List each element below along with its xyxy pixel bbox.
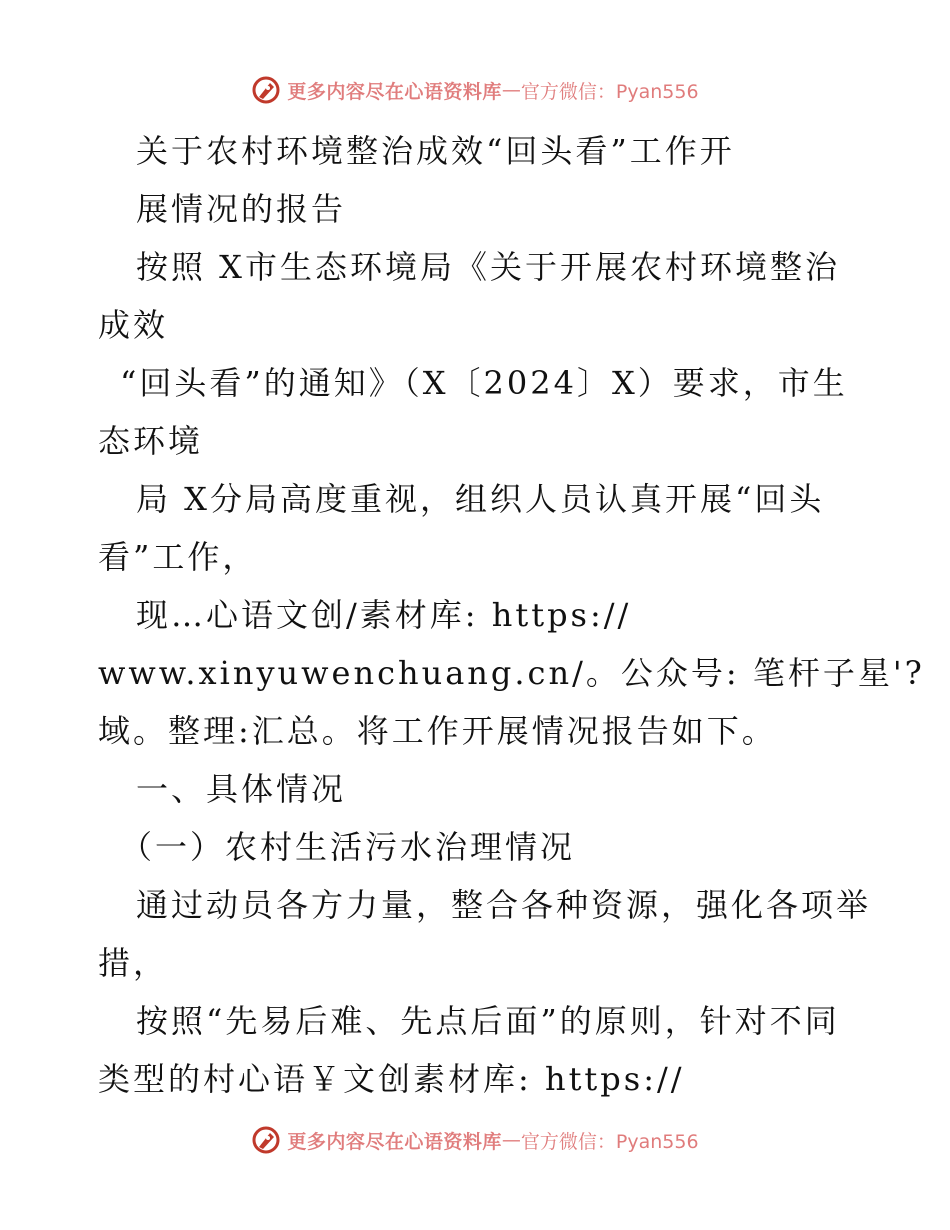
footer-banner bbox=[0, 1120, 950, 1160]
paragraph-line: 按照 X市生态环境局《关于开展农村环境整治 bbox=[136, 248, 840, 286]
banner-dash: — bbox=[501, 1129, 521, 1151]
banner-dash: — bbox=[501, 79, 521, 101]
header-banner bbox=[0, 70, 950, 110]
paragraph-line: “回头看”的通知》（X〔2024〕X）要求，市生 bbox=[120, 364, 848, 402]
paragraph-line: 按照“先易后难、先点后面”的原则，针对不同 bbox=[136, 1002, 840, 1040]
paragraph-line: 域。整理:汇总。将工作开展情况报告如下。 bbox=[98, 712, 777, 750]
paragraph-line: www.xinyuwenchuang.cn/。公众号: 笔杆子星'? bbox=[98, 654, 925, 692]
paragraph-line: 通过动员各方力量，整合各种资源，强化各项举 bbox=[136, 886, 872, 924]
paragraph-line: 局 X分局高度重视，组织人员认真开展“回头 bbox=[136, 480, 825, 518]
doc-title-line-2: 展情况的报告 bbox=[136, 190, 347, 228]
doc-title-line-1: 关于农村环境整治成效“回头看”工作开 bbox=[136, 132, 735, 170]
pen-nib-logo-icon bbox=[251, 1125, 281, 1155]
paragraph-line: 措， bbox=[98, 944, 169, 982]
document-body bbox=[98, 122, 925, 1108]
pen-nib-logo-icon bbox=[251, 75, 281, 105]
banner-title: 更多内容尽在心语资料库 bbox=[287, 80, 502, 103]
banner-contact: 官方微信：Pyan556 bbox=[520, 1130, 699, 1153]
paragraph-line: 类型的村心语￥文创素材库: https:// bbox=[98, 1060, 685, 1098]
banner-title: 更多内容尽在心语资料库 bbox=[287, 1130, 502, 1153]
subsection-heading: （一）农村生活污水治理情况 bbox=[120, 828, 576, 866]
paragraph-line: 现…心语文创/素材库: https:// bbox=[136, 596, 632, 634]
paragraph-line: 看”工作， bbox=[98, 538, 258, 576]
paragraph-line: 态环境 bbox=[98, 422, 204, 460]
paragraph-line: 成效 bbox=[98, 306, 169, 344]
banner-contact: 官方微信：Pyan556 bbox=[520, 80, 699, 103]
section-heading: 一、具体情况 bbox=[136, 770, 347, 808]
